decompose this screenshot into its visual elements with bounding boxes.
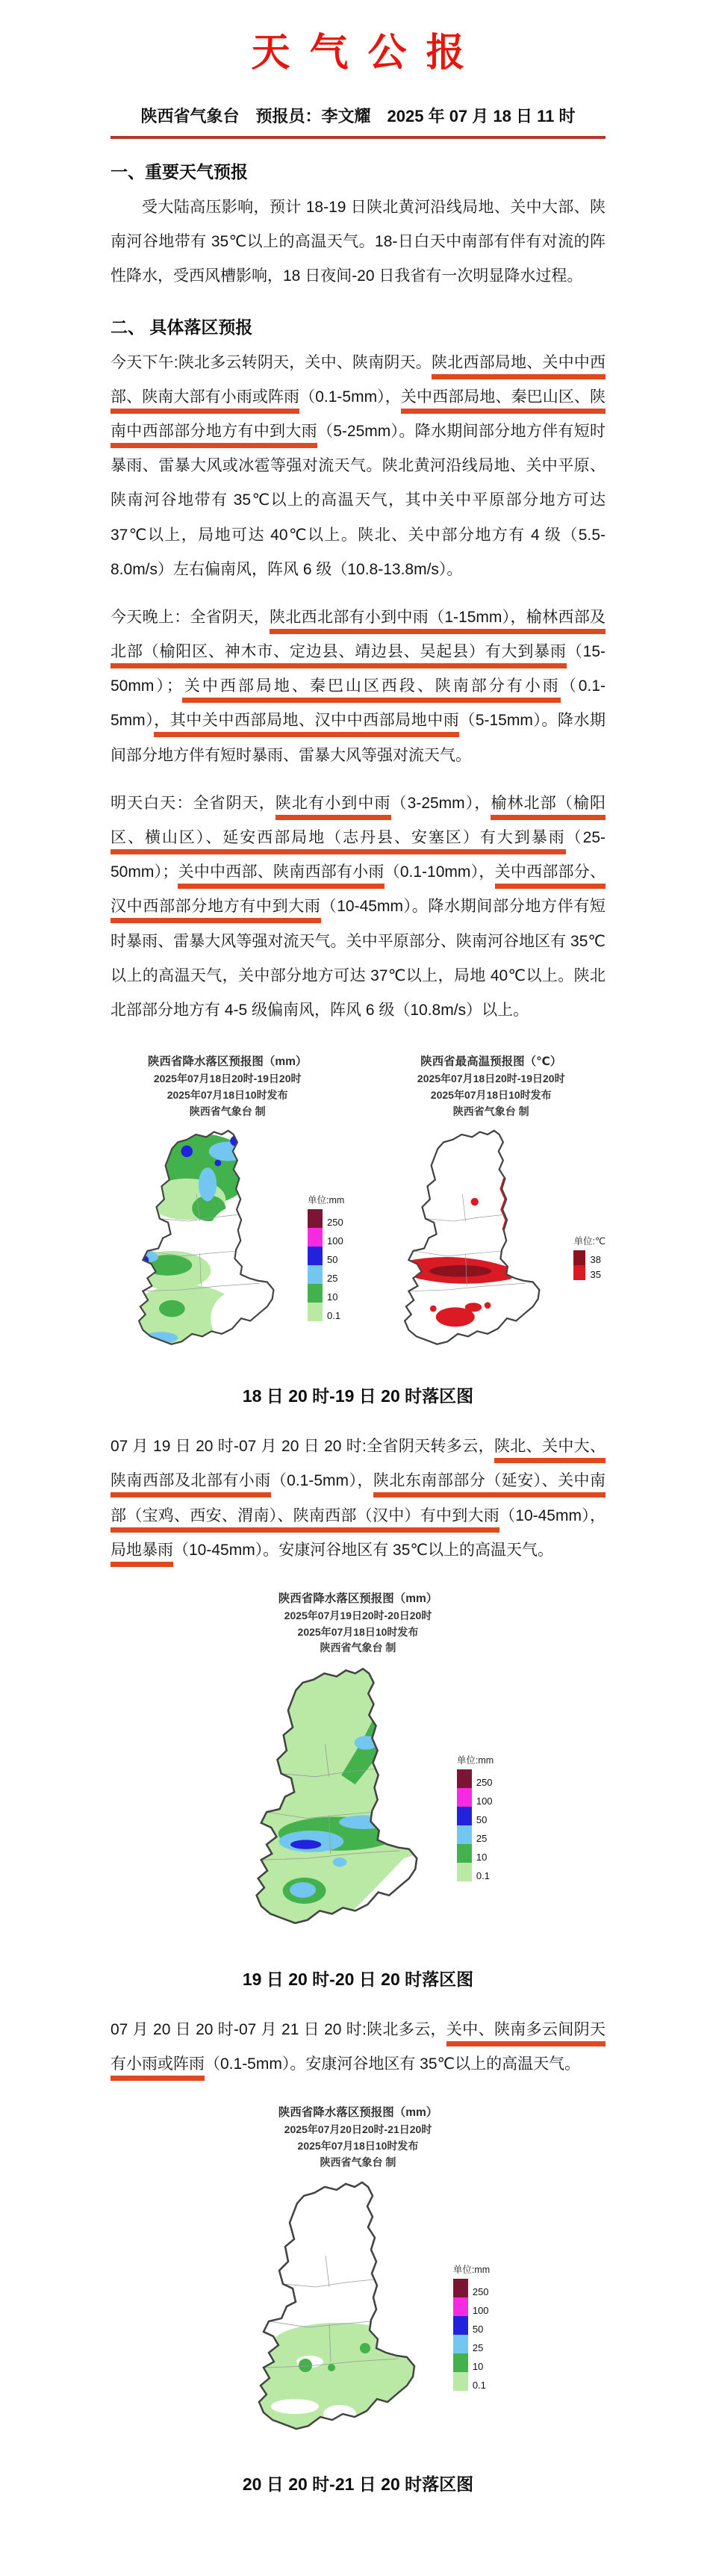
legend-row [457, 1788, 494, 1807]
map-pair-18-19 [110, 1053, 606, 1369]
legend-row [457, 1807, 494, 1825]
legend-row [308, 1265, 344, 1284]
legend-swatch [308, 1209, 323, 1228]
forecast-text: 今天下午:陕北多云转阴天，关中、陕南阴天。 [110, 353, 432, 371]
legend-swatch [457, 1788, 472, 1807]
legend-swatch [457, 1844, 472, 1863]
underlined-forecast-text: ，其中关中西部局地、汉中中西部局地中雨 [154, 712, 459, 737]
legend-label: 100 [472, 2305, 489, 2317]
legend-title: 单位:℃ [573, 1236, 606, 1247]
forecast-text: 今天晚上：全省阴天， [110, 608, 270, 626]
figure-valid-time: 2025年07月18日20时-19日20时 [417, 1073, 565, 1085]
figure-titles [417, 1053, 565, 1120]
legend-swatch [457, 1863, 472, 1881]
underlined-forecast-text: 关中西部局地、秦巴山区、陕南中西部部分地方有中到大雨 [110, 388, 606, 448]
legend-row [573, 1250, 606, 1265]
legend-swatch [457, 1807, 472, 1825]
legend-label: 38 [590, 1253, 601, 1265]
legend-label: 10 [476, 1851, 488, 1863]
figure-title: 陕西省降水落区预报图（mm） [147, 1055, 308, 1069]
legend-row [453, 2353, 490, 2372]
underlined-forecast-text: 陕北有小到中雨 [275, 795, 391, 820]
legend-swatch [308, 1265, 323, 1284]
legend-swatch [573, 1250, 585, 1265]
precip-map-20-21-svg [226, 2173, 450, 2457]
legend-label: 0.1 [327, 1309, 341, 1321]
legend-row [453, 2316, 490, 2335]
legend-swatch [453, 2372, 468, 2391]
precip-map-figure-20-21 [226, 2104, 490, 2457]
legend-label: 0.1 [472, 2380, 486, 2392]
section1-paragraph [110, 190, 606, 294]
forecast-paragraph-20-21 [110, 2013, 606, 2082]
legend-row [573, 1265, 606, 1280]
legend-swatch [457, 1825, 472, 1844]
forecast-paragraph-afternoon [110, 346, 606, 587]
precip-legend [308, 1193, 344, 1321]
legend-title: 单位:mm [456, 1755, 494, 1766]
legend-row [308, 1228, 344, 1247]
forecast-paragraph-tomorrow [110, 786, 606, 1028]
map-caption-19-20: 19 日 20 时-20 日 20 时落区图 [242, 1970, 474, 1990]
precip-map-18-19-svg [110, 1123, 305, 1369]
figure-title: 陕西省降水落区预报图（mm） [278, 2106, 438, 2120]
precip-map-figure-19-20 [222, 1590, 494, 1952]
forecast-text: （0.1-10mm）， [384, 863, 495, 881]
page-title: 天气公报 [251, 32, 485, 75]
legend-swatch [453, 2353, 468, 2372]
temp-legend [573, 1234, 606, 1280]
forecast-text: （0.1-5mm）。安康河谷地区有 35℃以上的高温天气。 [205, 2055, 581, 2073]
forecast-text: （25-50mm）； [110, 829, 606, 881]
legend-row [453, 2279, 490, 2297]
underlined-forecast-text: 陕北西北部有小到中雨（1-15mm），榆林西部及北部（榆阳区、神木市、定边县、靖边县、吴起县）有大到暴雨 [110, 609, 606, 668]
figure-maker: 陕西省气象台 制 [452, 1105, 529, 1117]
underlined-forecast-text: 关中西部部分、汉中西部部分地方有中到大雨 [110, 863, 606, 923]
legend-label: 25 [476, 1832, 488, 1844]
legend-swatch [457, 1769, 472, 1788]
precip-legend [453, 2262, 490, 2391]
legend-label: 250 [327, 1216, 343, 1228]
precip-map-figure-18-19 [110, 1053, 344, 1369]
legend-label: 50 [472, 2324, 484, 2336]
forecast-text: 受大陆高压影响，预计 18-19 日陕北黄河沿线局地、关中大部、陕南河谷地带有 35℃以上的高温天气。18-日白天中南部有伴有对流的阵性降水，受西风槽影响，18 日夜间-20 日我省有一次明显降水过程。 [110, 199, 606, 285]
legend-label: 250 [476, 1776, 493, 1788]
legend-title: 单位:mm [308, 1195, 345, 1206]
legend-swatch [453, 2279, 468, 2297]
legend-label: 250 [472, 2286, 489, 2298]
meta-line: 陕西省气象台 预报员：李文耀 2025 年 07 月 18 日 11 时 [110, 104, 606, 139]
figure-titles [278, 1590, 438, 1657]
section1-heading: 一、重要天气预报 [110, 162, 248, 181]
underlined-forecast-text: 局地暴雨 [110, 1542, 173, 1567]
forecast-text: （0.1-5mm）， [299, 388, 401, 406]
legend-label: 100 [476, 1795, 493, 1807]
legend-label: 25 [472, 2342, 484, 2354]
legend-row [457, 1825, 494, 1844]
figure-issue-time: 2025年07月18日10时发布 [430, 1088, 552, 1101]
figure-maker: 陕西省气象台 制 [320, 1642, 396, 1654]
figure-title: 陕西省降水落区预报图（mm） [278, 1592, 438, 1605]
underlined-forecast-text: 榆林北部（榆阳区、横山区）、延安西部局地（志丹县、安塞区）有大到暴雨 [110, 795, 606, 854]
legend-row [453, 2335, 490, 2353]
underlined-forecast-text: 关中西部局地、秦巴山区西段、陕南部分有小雨 [182, 677, 561, 703]
legend-label: 35 [590, 1268, 601, 1280]
map-caption-18-19: 18 日 20 时-19 日 20 时落区图 [242, 1386, 474, 1406]
legend-label: 10 [472, 2361, 484, 2373]
figure-valid-time: 2025年07月19日20时-20日20时 [284, 1609, 432, 1621]
figure-title: 陕西省最高温预报图（℃） [420, 1055, 562, 1069]
forecast-paragraph-tonight [110, 600, 606, 773]
forecast-text: （10-45mm）。安康河谷地区有 35℃以上的高温天气。 [173, 1541, 553, 1559]
legend-label: 50 [327, 1253, 338, 1265]
forecast-text: （5-15mm）。降水期间部分地方伴有短时暴雨、雷暴大风等强对流天气。 [110, 712, 606, 764]
legend-row [457, 1863, 494, 1881]
forecast-text: （0.1-5mm） [110, 677, 606, 730]
legend-row [308, 1209, 344, 1228]
figure-titles [278, 2104, 438, 2170]
legend-row [453, 2297, 490, 2316]
forecast-text: （15-50mm）； [110, 643, 606, 695]
forecast-text: （5-25mm）。降水期间部分地方伴有短时暴雨、雷暴大风或冰雹等强对流天气。陕北黄河沿线局地、关中平原、陕南河谷地带有 35℃以上的高温天气，其中关中平原部分地方可达 37℃以上，局地可达 40℃以上。陕北、关中部分地方有 4 级（5.5-8.0m/s）左右偏南风，阵风 6 级（10.8-13.8m/s）。 [110, 422, 606, 578]
temp-map-18-19-svg [376, 1123, 570, 1369]
figure-titles [148, 1053, 308, 1120]
forecast-text: 07 月 19 日 20 时-07 月 20 日 20 时:全省阴天转多云， [110, 1438, 494, 1456]
underlined-forecast-text: 关中中西部、陕南西部有小雨 [178, 863, 384, 889]
legend-label: 50 [476, 1813, 488, 1825]
underlined-forecast-text: 关中、陕南多云间阴天有小雨或阵雨 [110, 2021, 606, 2081]
figure-issue-time: 2025年07月18日10时发布 [166, 1088, 288, 1101]
legend-swatch [308, 1247, 323, 1265]
legend-row [308, 1284, 344, 1303]
legend-row [308, 1247, 344, 1265]
legend-row [453, 2372, 490, 2391]
legend-swatch [453, 2335, 468, 2353]
map-caption-20-21: 20 日 20 时-21 日 20 时落区图 [242, 2474, 474, 2495]
precip-map-19-20-svg [222, 1660, 454, 1952]
figure-valid-time: 2025年07月20日20时-21日20时 [284, 2123, 432, 2136]
forecast-paragraph-19-20 [110, 1430, 606, 1568]
forecast-text: （10-45mm）， [499, 1506, 606, 1524]
forecast-text: 07 月 20 日 20 时-07 月 21 日 20 时:陕北多云， [110, 2021, 446, 2039]
figure-issue-time: 2025年07月18日10时发布 [297, 1625, 419, 1638]
precip-legend [457, 1753, 494, 1881]
temp-map-figure-18-19 [376, 1053, 606, 1369]
legend-label: 25 [327, 1272, 338, 1284]
underlined-forecast-text: 陕北西部局地、关中中西部、陕南大部有小雨或阵雨 [110, 354, 606, 414]
figure-maker: 陕西省气象台 制 [189, 1105, 266, 1117]
section2-heading: 二、 具体落区预报 [110, 317, 253, 337]
legend-label: 0.1 [476, 1869, 490, 1881]
forecast-text: 明天白天：全省阴天， [110, 794, 275, 812]
legend-title: 单位:mm [452, 2265, 491, 2276]
legend-swatch [453, 2297, 468, 2316]
legend-row [457, 1769, 494, 1788]
forecast-text: （0.1-5mm）， [270, 1472, 373, 1490]
legend-label: 10 [327, 1291, 338, 1303]
figure-issue-time: 2025年07月18日10时发布 [297, 2140, 419, 2153]
legend-swatch [573, 1265, 585, 1280]
legend-row [308, 1303, 344, 1321]
legend-swatch [308, 1284, 323, 1303]
figure-valid-time: 2025年07月18日20时-19日20时 [153, 1073, 302, 1085]
underlined-forecast-text: 陕北、关中大、陕南西部及北部有小雨 [110, 1438, 606, 1498]
legend-swatch [453, 2316, 468, 2335]
legend-swatch [308, 1228, 323, 1247]
forecast-text: （3-25mm）， [390, 794, 491, 812]
legend-swatch [308, 1303, 323, 1321]
legend-row [457, 1844, 494, 1863]
figure-maker: 陕西省气象台 制 [320, 2156, 396, 2168]
forecast-text: （10-45mm）。降水期间部分地方伴有短时暴雨、雷暴大风等强对流天气。关中平原部分、陕南河谷地区有 35℃以上的高温天气，关中部分地方可达 37℃以上，局地 40℃以上。陕北北部部分地方有 4-5 级偏南风，阵风 6 级（10.8m/s）以上。 [110, 898, 606, 1019]
legend-label: 100 [327, 1235, 343, 1247]
underlined-forecast-text: 陕北东南部部分（延安）、关中南部（宝鸡、西安、渭南）、陕南西部（汉中）有中到大雨 [110, 1472, 606, 1532]
